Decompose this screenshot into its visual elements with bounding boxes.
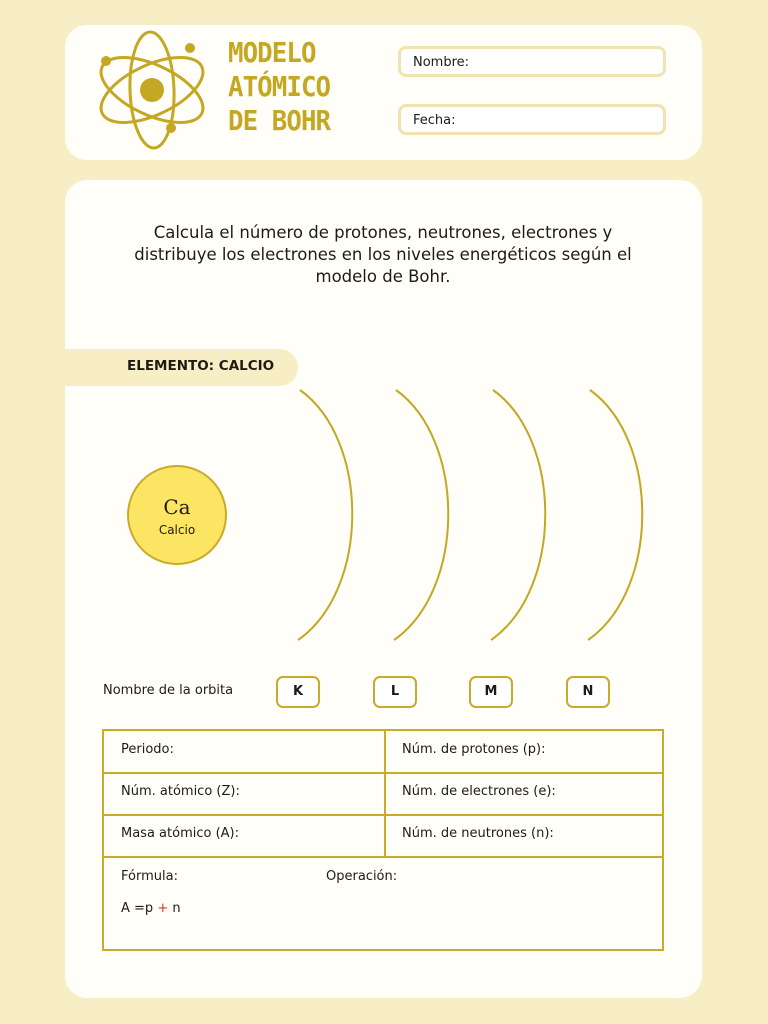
nucleus bbox=[127, 465, 227, 565]
orbit-arc-n bbox=[588, 390, 642, 640]
orbit-name-label: Nombre de la orbita bbox=[103, 683, 234, 698]
table-divider bbox=[104, 814, 662, 816]
formula-text bbox=[121, 901, 181, 916]
numero-atomico-cell[interactable]: Núm. atómico (Z): bbox=[121, 784, 240, 799]
formula-right: n bbox=[172, 901, 181, 916]
date-field-label: Fecha: bbox=[413, 113, 456, 128]
orbit-box-n[interactable]: N bbox=[566, 676, 610, 708]
element-label: ELEMENTO: CALCIO bbox=[127, 358, 275, 374]
protones-cell[interactable]: Núm. de protones (p): bbox=[402, 742, 546, 757]
title-line-2: ATÓMICO bbox=[228, 70, 331, 103]
orbit-arc-m bbox=[491, 390, 545, 640]
masa-atomica-cell[interactable]: Masa atómico (A): bbox=[121, 826, 239, 841]
table-divider bbox=[384, 731, 386, 856]
table-divider bbox=[104, 856, 662, 858]
table-divider bbox=[104, 772, 662, 774]
title-line-3: DE BOHR bbox=[228, 104, 331, 137]
formula-plus: + bbox=[157, 901, 169, 916]
neutrones-cell[interactable]: Núm. de neutrones (n): bbox=[402, 826, 554, 841]
atomic-data-table bbox=[102, 729, 664, 951]
element-name: Calcio bbox=[158, 523, 196, 537]
operacion-label[interactable]: Operación: bbox=[326, 869, 398, 884]
orbit-arc-l bbox=[394, 390, 448, 640]
title-line-1: MODELO bbox=[228, 36, 316, 69]
orbit-box-l[interactable]: L bbox=[373, 676, 417, 708]
element-symbol: Ca bbox=[163, 495, 191, 519]
formula-label: Fórmula: bbox=[121, 869, 178, 884]
name-field-label: Nombre: bbox=[413, 55, 470, 70]
electrones-cell[interactable]: Núm. de electrones (e): bbox=[402, 784, 556, 799]
formula-left: A =p bbox=[121, 901, 154, 916]
periodo-cell[interactable]: Periodo: bbox=[121, 742, 174, 757]
orbit-arc-k bbox=[298, 390, 352, 640]
instructions-text: Calcula el número de protones, neutrones, electrones y distribuye los electrones en los niveles energéticos según el modelo de Bohr. bbox=[134, 223, 632, 286]
orbit-box-k[interactable]: K bbox=[276, 676, 320, 708]
orbit-box-m[interactable]: M bbox=[469, 676, 513, 708]
